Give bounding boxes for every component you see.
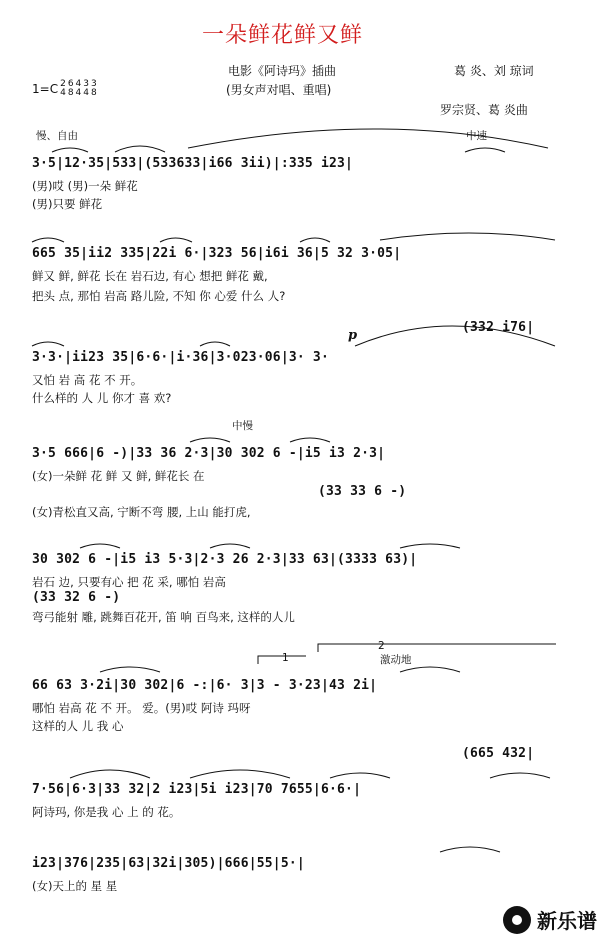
score-line-7: 7·56|6·3|33 32|2 i23|5i i23|70 7655|6·6·| (32, 782, 362, 797)
tempo-moving: 激动地 (380, 654, 412, 666)
performance-note: (男女声对唱、重唱) (226, 83, 332, 97)
lyrics-line-4a: (女)一朵鲜 花 鲜 又 鲜, 鲜花长 在 (32, 469, 205, 483)
slur-mark (290, 438, 330, 442)
lyrics-line-5a: 岩石 边, 只要有心 把 花 采, 哪怕 岩高 (32, 575, 226, 589)
slur-mark (190, 770, 290, 778)
slur-mark (32, 238, 64, 242)
lyrics-line-2b: 把头 点, 那怕 岩高 路儿险, 不知 你 心爱 什么 人? (32, 289, 286, 303)
logo-text: 新乐谱 (537, 909, 597, 933)
lyrics-line-3b: 什么样的 人 儿 你才 喜 欢? (32, 391, 172, 405)
slur-mark (440, 847, 500, 852)
score-line-3: 3·3·|ii23 35|6·6·|i·36|3·023·06|3· 3· (32, 350, 329, 365)
lyrics-line-5b: 弯弓能射 雕, 跳舞百花开, 笛 响 百鸟来, 这样的人儿 (32, 610, 295, 624)
slur-mark (200, 342, 230, 346)
lyrics-line-4b: (女)青松直又高, 宁断不弯 腰, 上山 能打虎, (32, 505, 251, 519)
slur-mark (70, 770, 150, 778)
page-title: 一朵鲜花鲜又鲜 (201, 23, 363, 48)
key-label: 1=C (32, 82, 59, 96)
slur-mark (32, 342, 64, 346)
slur-mark (52, 148, 88, 152)
site-logo (503, 905, 597, 934)
volta-second-label: 2 (378, 640, 385, 652)
lyrics-line-6a: 哪怕 岩高 花 不 开。 爱。(男)哎 阿诗 玛呀 (32, 701, 251, 715)
timesig-1: 2 4 (60, 79, 66, 98)
dynamic-p: p (348, 328, 358, 343)
lyrics-line-7a: 阿诗玛, 你是我 心 上 的 花。 (32, 805, 181, 819)
slur-mark (188, 129, 548, 148)
lyrics-line-1a: (男)哎 (男)一朵 鲜花 (32, 179, 138, 193)
score-line-8: i23|376|235|63|32i|305)|666|55|5·| (32, 856, 305, 871)
slur-mark (80, 544, 120, 548)
volta-first-label: 1 (282, 652, 289, 664)
timesig-2: 6 8 (67, 79, 74, 98)
score-line-4-inner: (33 33 6 -) (318, 484, 407, 499)
score-line-1: 3·5|12·35|533|(533633|i66 3ii)|:335 i23| (32, 156, 354, 171)
composer: 罗宗贤、葛 炎曲 (440, 103, 528, 117)
slur-mark (380, 233, 555, 240)
lyrics-line-8a: (女)天上的 星 星 (32, 879, 118, 893)
lyrics-line-3a: 又怕 岩 高 花 不 开。 (32, 373, 143, 387)
tempo-middle: 中速 (466, 130, 487, 142)
lyrics-line-2a: 鲜又 鲜, 鲜花 长在 岩石边, 有心 想把 鲜花 戴, (32, 269, 268, 283)
score-line-3-right: (332 i76| (462, 320, 535, 335)
score-line-6: 66 63 3·2i|30 302|6 -:|6· 3|3 - 3·23|43 2i| (32, 678, 378, 693)
timesig-3: 4 4 (75, 79, 82, 98)
slur-mark (115, 146, 165, 152)
subtitle: 电影《阿诗玛》插曲 (228, 64, 337, 78)
slur-mark (400, 667, 460, 672)
key-signature (32, 80, 97, 98)
slur-mark (160, 238, 192, 242)
slur-mark (190, 438, 230, 442)
slur-mark (490, 773, 550, 778)
lyrics-line-1b: (男)只要 鲜花 (32, 197, 103, 211)
score-line-2: 665 35|ii2 335|22i 6·|323 56|i6i 36|5 32 3·05| (32, 246, 402, 261)
lyricist: 葛 炎、刘 琼词 (454, 64, 534, 78)
slur-mark (300, 238, 330, 242)
timesig-5: 3 8 (91, 79, 97, 98)
slur-mark (330, 773, 390, 778)
slur-mark (100, 667, 160, 672)
lyrics-line-6b: 这样的人 儿 我 心 (32, 719, 124, 733)
vinyl-record-icon (503, 906, 531, 934)
tempo-slow: 中慢 (232, 420, 253, 432)
slur-mark (400, 544, 460, 548)
tempo-intro: 慢、自由 (36, 130, 78, 142)
timesig-4: 3 4 (83, 79, 90, 98)
score-line-7-right: (665 432| (462, 746, 535, 761)
slur-mark (210, 544, 250, 548)
volta-bracket-second (318, 644, 556, 652)
slur-mark (465, 148, 505, 152)
score-line-5-inner: (33 32 6 -) (32, 590, 121, 605)
score-line-4: 3·5 666|6 -)|33 36 2·3|30 302 6 -|i5 i3 2·3| (32, 446, 386, 461)
score-line-5: 30 302 6 -|i5 i3 5·3|2·3 26 2·3|33 63|(3333 63)| (32, 552, 418, 567)
